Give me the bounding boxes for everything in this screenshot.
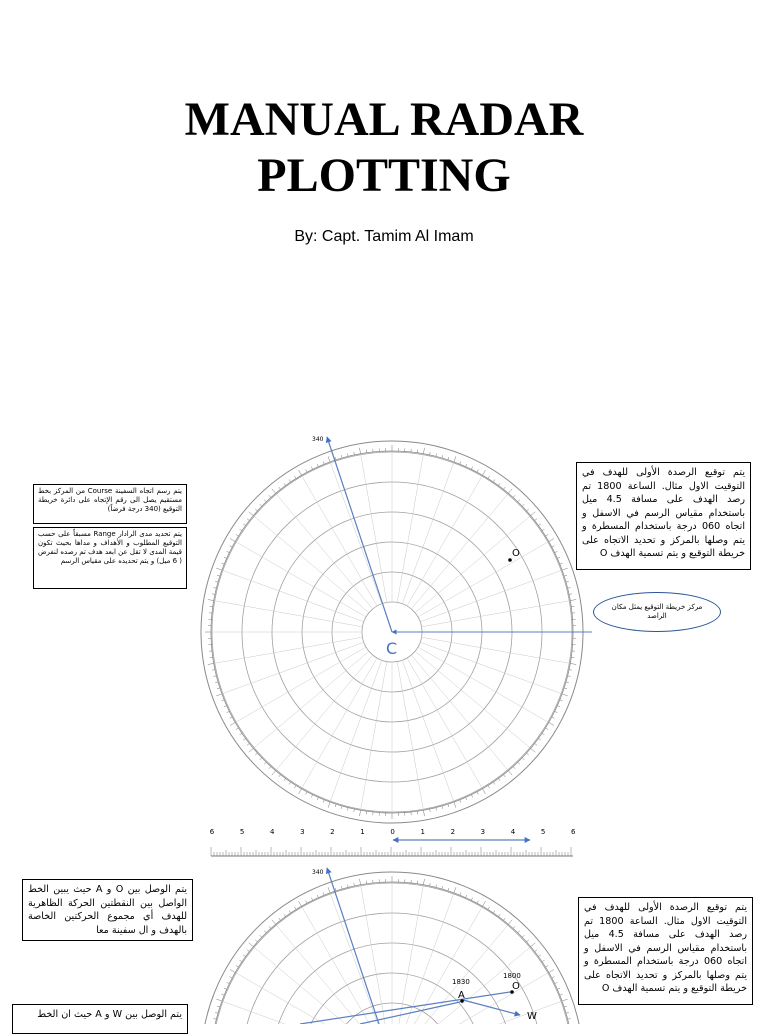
bearing-tick bbox=[230, 546, 233, 547]
bearing-tick bbox=[423, 810, 424, 816]
bearing-tick bbox=[255, 940, 257, 942]
bearing-tick bbox=[564, 688, 567, 689]
bearing-tick bbox=[299, 470, 302, 475]
bearing-tick bbox=[466, 895, 467, 898]
bearing-tick bbox=[460, 800, 461, 803]
bearing-tick bbox=[552, 717, 555, 718]
bearing-tick bbox=[513, 495, 515, 497]
scale-label: 6 bbox=[210, 828, 215, 836]
scale-labels bbox=[210, 828, 576, 836]
bearing-tick bbox=[317, 464, 318, 467]
bearing-tick bbox=[498, 483, 500, 485]
bearing-tick bbox=[212, 670, 215, 671]
bearing-spoke bbox=[330, 893, 382, 1024]
bearing-tick bbox=[460, 892, 461, 895]
note-course: يتم رسم اتجاه السفينة Course من المركز بخط مستقيم يصل الى رقم الإتجاه على دائرة خريطة التوقيع (340 درجة فرضاً) bbox=[33, 484, 187, 524]
bearing-tick bbox=[564, 1006, 567, 1007]
bearing-tick bbox=[430, 883, 431, 886]
bearing-tick bbox=[247, 950, 249, 952]
bearing-tick bbox=[236, 534, 239, 536]
bearing-tick bbox=[215, 581, 218, 582]
bearing-spoke bbox=[276, 924, 373, 1024]
bearing-tick bbox=[230, 723, 235, 726]
bearing-spoke bbox=[276, 493, 373, 609]
bearing-spoke bbox=[361, 662, 387, 811]
bearing-tick bbox=[269, 767, 271, 769]
bearing-tick bbox=[260, 758, 262, 760]
bearing-tick bbox=[354, 883, 355, 886]
bearing-spoke bbox=[361, 885, 387, 1024]
bearing-spoke bbox=[397, 454, 423, 603]
bearing-tick bbox=[243, 524, 245, 526]
bearing-tick bbox=[545, 534, 548, 536]
bearing-tick bbox=[566, 1012, 569, 1013]
bearing-tick bbox=[477, 792, 478, 795]
bearing-tick bbox=[566, 581, 569, 582]
bearing-spoke bbox=[415, 651, 531, 748]
bearing-tick bbox=[560, 700, 563, 701]
bearing-tick bbox=[522, 758, 524, 760]
bearing-tick bbox=[448, 457, 449, 460]
bearing-tick bbox=[249, 943, 254, 947]
bearing-tick bbox=[272, 489, 276, 494]
bearing-spoke bbox=[214, 637, 363, 663]
bearing-tick bbox=[562, 568, 568, 570]
bearing-tick bbox=[568, 1018, 571, 1019]
bearing-tick bbox=[488, 476, 490, 479]
bearing-tick bbox=[215, 1012, 218, 1013]
bearing-tick bbox=[299, 901, 302, 906]
title-line-2: PLOTTING bbox=[0, 148, 768, 204]
bearing-tick bbox=[341, 806, 342, 809]
bearing-tick bbox=[317, 797, 318, 800]
bearing-tick bbox=[568, 587, 571, 588]
time-o-label: 1800 bbox=[503, 972, 521, 980]
scale-ticks bbox=[211, 847, 571, 856]
bearing-tick bbox=[249, 748, 254, 752]
bearing-tick bbox=[430, 452, 431, 455]
bearing-tick bbox=[545, 965, 548, 967]
bearing-tick bbox=[508, 489, 512, 494]
scale-label: 3 bbox=[300, 828, 304, 836]
range-scale bbox=[210, 828, 576, 856]
bearing-tick bbox=[488, 785, 490, 788]
bearing-tick bbox=[264, 762, 266, 764]
course-line bbox=[327, 437, 392, 632]
bearing-tick bbox=[549, 539, 554, 542]
bearing-tick bbox=[347, 453, 348, 456]
bearing-tick bbox=[503, 918, 505, 920]
bearing-tick bbox=[466, 464, 467, 467]
bearing-tick bbox=[569, 670, 572, 671]
bearing-tick bbox=[269, 495, 271, 497]
bearing-tick bbox=[442, 806, 443, 809]
bearing-tick bbox=[360, 810, 361, 816]
bearing-tick bbox=[454, 802, 456, 808]
bearing-spoke bbox=[253, 516, 369, 613]
bearing-tick bbox=[527, 940, 529, 942]
bearing-tick bbox=[347, 808, 348, 811]
center-label: C bbox=[386, 639, 397, 658]
bearing-tick bbox=[323, 800, 324, 803]
bearing-tick bbox=[518, 762, 520, 764]
scale-label: 4 bbox=[511, 828, 516, 836]
bearing-tick bbox=[317, 895, 318, 898]
bearing-tick bbox=[503, 775, 505, 777]
bearing-tick bbox=[557, 988, 560, 989]
bearing-tick bbox=[483, 789, 486, 794]
bearing-tick bbox=[560, 563, 563, 564]
bearing-tick bbox=[531, 512, 536, 516]
scale-label: 5 bbox=[240, 828, 244, 836]
bearing-tick bbox=[212, 594, 215, 595]
bearing-tick bbox=[335, 888, 336, 891]
note-first-observation-2: يتم توقيع الرصدة الأولى للهدف في التوقيت الاول مثال. الساعة 1800 تم رصد الهدف على مسافة 4.5 ميل باستخدام مقياس الرسم في الاسفل و اتجاه 060 درجة باستخدام المسطرة و يتم وصلها بالمركز و تحديد الاتجاه على خريطة التوقيع و يتم تسمية الهدف O bbox=[578, 897, 753, 1005]
bearing-tick bbox=[513, 767, 515, 769]
bearing-tick bbox=[230, 977, 233, 978]
bearing-tick bbox=[208, 600, 214, 601]
bearing-tick bbox=[483, 470, 486, 475]
bearing-spoke bbox=[415, 516, 531, 613]
bearing-tick bbox=[216, 568, 222, 570]
bearing-tick bbox=[217, 1006, 220, 1007]
bearing-spoke bbox=[214, 601, 363, 627]
bearing-tick bbox=[542, 733, 544, 735]
bearing-tick bbox=[527, 753, 529, 755]
plotting-sheet-1 bbox=[201, 436, 592, 823]
bearing-tick bbox=[498, 914, 500, 916]
bearing-tick bbox=[311, 795, 312, 798]
bearing-tick bbox=[483, 901, 486, 906]
bearing-tick bbox=[208, 663, 214, 664]
bearing-tick bbox=[299, 789, 302, 794]
bearing-tick bbox=[549, 970, 554, 973]
bearing-tick bbox=[471, 795, 472, 798]
scale-label: 4 bbox=[270, 828, 275, 836]
bearing-tick bbox=[260, 504, 262, 506]
label-a: A bbox=[458, 990, 465, 1001]
bearing-tick bbox=[562, 999, 568, 1001]
bearing-tick bbox=[423, 448, 424, 454]
bearing-tick bbox=[249, 512, 254, 516]
bearing-tick bbox=[442, 455, 443, 458]
bearing-tick bbox=[555, 711, 558, 712]
note-w-line: يتم الوصل بين W و A حيث ان الخط bbox=[12, 1004, 188, 1034]
bearing-tick bbox=[538, 524, 540, 526]
scale-label: 2 bbox=[451, 828, 455, 836]
bearing-tick bbox=[230, 717, 233, 718]
bearing-tick bbox=[430, 809, 431, 812]
bearing-tick bbox=[562, 694, 568, 696]
bearing-tick bbox=[216, 999, 222, 1001]
bearing-tick bbox=[354, 809, 355, 812]
bearing-tick bbox=[555, 982, 558, 983]
bearing-tick bbox=[306, 901, 307, 904]
target-o-label: O bbox=[512, 548, 520, 559]
scale-label: 1 bbox=[360, 828, 364, 836]
bearing-tick bbox=[448, 888, 449, 891]
bearing-spoke bbox=[422, 637, 571, 663]
bearing-tick bbox=[323, 461, 324, 464]
bearing-tick bbox=[566, 682, 569, 683]
bearing-tick bbox=[568, 676, 571, 677]
bearing-tick bbox=[436, 808, 437, 811]
bearing-tick bbox=[488, 907, 490, 910]
bearing-tick bbox=[264, 931, 266, 933]
bearing-tick bbox=[564, 575, 567, 576]
bearing-tick bbox=[545, 728, 548, 730]
bearing-tick bbox=[272, 920, 276, 925]
bearing-tick bbox=[221, 700, 224, 701]
bearing-tick bbox=[247, 743, 249, 745]
bearing-tick bbox=[239, 960, 241, 962]
bearing-tick bbox=[477, 901, 478, 904]
bearing-tick bbox=[289, 782, 291, 784]
bearing-spoke bbox=[222, 1001, 364, 1024]
bearing-tick bbox=[448, 804, 449, 807]
bearing-tick bbox=[347, 884, 348, 887]
bearing-spoke bbox=[276, 655, 373, 771]
bearing-tick bbox=[555, 551, 558, 552]
bearing-tick bbox=[216, 694, 222, 696]
center-callout: مركز خريطة التوقيع يمثل مكان الراصد bbox=[593, 592, 721, 632]
bearing-tick bbox=[294, 907, 296, 910]
bearing-tick bbox=[518, 500, 520, 502]
bearing-tick bbox=[289, 479, 291, 481]
bearing-tick bbox=[306, 470, 307, 473]
bearing-tick bbox=[513, 926, 515, 928]
bearing-tick bbox=[542, 960, 544, 962]
bearing-spoke bbox=[253, 947, 369, 1024]
bearing-tick bbox=[498, 778, 500, 780]
plotting-sheet-2 bbox=[201, 868, 583, 1024]
byline: By: Capt. Tamim Al Imam bbox=[0, 228, 768, 246]
bearing-tick bbox=[493, 782, 495, 784]
bearing-tick bbox=[531, 943, 536, 947]
bearing-tick bbox=[239, 529, 241, 531]
bearing-tick bbox=[527, 509, 529, 511]
bearing-tick bbox=[522, 504, 524, 506]
time-a-label: 1830 bbox=[452, 978, 470, 986]
bearing-tick bbox=[454, 887, 456, 893]
bearing-tick bbox=[227, 711, 230, 712]
bearing-tick bbox=[269, 926, 271, 928]
bearing-tick bbox=[224, 557, 227, 558]
note-range: يتم تحديد مدى الرادار Range مسبقاً على حسب التوقيع المطلوب و الأهداف و مداها بحيث تكون قيمة المدى لا تقل عن ابعد هدف تم رصده لنفرض ( 6 ميل) و يتم تحديده على مقياس الرسم bbox=[33, 527, 187, 589]
bearing-tick bbox=[535, 519, 537, 521]
bearing-tick bbox=[215, 682, 218, 683]
bearing-tick bbox=[279, 918, 281, 920]
bearing-tick bbox=[522, 935, 524, 937]
bearing-tick bbox=[217, 575, 220, 576]
note-relative-motion: يتم الوصل بين O و A حيث يبين الخط الواصل بين النقطتين الحركة الظاهرية للهدف أي مجموع الحركتين الخاصة بالهدف و ال سفينة معا bbox=[22, 879, 193, 941]
bearing-tick bbox=[284, 483, 286, 485]
bearing-tick bbox=[311, 898, 312, 901]
bearing-tick bbox=[552, 977, 555, 978]
bearing-tick bbox=[236, 728, 239, 730]
bearing-tick bbox=[557, 706, 560, 707]
bearing-spoke bbox=[397, 885, 423, 1024]
bearing-tick bbox=[224, 706, 227, 707]
bearing-spoke bbox=[422, 601, 571, 627]
bearing-tick bbox=[531, 748, 536, 752]
scale-label: 3 bbox=[481, 828, 485, 836]
bearing-spoke bbox=[302, 906, 378, 1024]
bearing-tick bbox=[311, 467, 312, 470]
bearing-tick bbox=[354, 452, 355, 455]
bearing-tick bbox=[213, 587, 216, 588]
bearing-tick bbox=[213, 1018, 216, 1019]
bearing-tick bbox=[335, 457, 336, 460]
bearing-tick bbox=[341, 455, 342, 458]
bearing-tick bbox=[423, 879, 424, 885]
bearing-tick bbox=[255, 509, 257, 511]
bearing-tick bbox=[227, 551, 230, 552]
bearing-spoke bbox=[411, 655, 508, 771]
bearing-tick bbox=[360, 879, 361, 885]
bearing-tick bbox=[460, 461, 461, 464]
heading-label: 340 bbox=[312, 436, 324, 443]
bearing-tick bbox=[335, 804, 336, 807]
bearing-tick bbox=[570, 663, 576, 664]
bearing-tick bbox=[569, 594, 572, 595]
bearing-tick bbox=[213, 676, 216, 677]
plot-grid bbox=[211, 882, 573, 1024]
bearing-tick bbox=[239, 733, 241, 735]
bearing-spoke bbox=[235, 973, 366, 1025]
bearing-spoke bbox=[397, 662, 423, 811]
bearing-tick bbox=[552, 546, 555, 547]
bearing-tick bbox=[341, 886, 342, 889]
bearing-tick bbox=[436, 884, 437, 887]
title-line-1: MANUAL RADAR bbox=[0, 92, 768, 148]
bearing-tick bbox=[503, 487, 505, 489]
bearing-tick bbox=[284, 778, 286, 780]
bearing-tick bbox=[328, 887, 330, 893]
bearing-tick bbox=[230, 539, 235, 542]
bearing-tick bbox=[436, 453, 437, 456]
bearing-tick bbox=[538, 738, 540, 740]
bearing-tick bbox=[442, 886, 443, 889]
bearing-tick bbox=[224, 988, 227, 989]
scale-label: 5 bbox=[541, 828, 545, 836]
bearing-tick bbox=[328, 802, 330, 808]
bearing-tick bbox=[294, 785, 296, 788]
scale-label: 6 bbox=[571, 828, 576, 836]
bearing-spoke bbox=[420, 1001, 562, 1024]
bearing-tick bbox=[471, 467, 472, 470]
bearing-tick bbox=[247, 519, 249, 521]
bearing-tick bbox=[230, 970, 235, 973]
bearing-tick bbox=[328, 456, 330, 462]
bearing-tick bbox=[243, 955, 245, 957]
bearing-tick bbox=[493, 479, 495, 481]
bearing-tick bbox=[560, 994, 563, 995]
bearing-tick bbox=[221, 994, 224, 995]
bearing-tick bbox=[294, 476, 296, 479]
bearing-tick bbox=[279, 487, 281, 489]
bearing-tick bbox=[279, 775, 281, 777]
bearing-tick bbox=[570, 600, 576, 601]
bearing-tick bbox=[323, 892, 324, 895]
bearing-tick bbox=[535, 743, 537, 745]
bearing-tick bbox=[535, 950, 537, 952]
label-o: O bbox=[512, 981, 520, 992]
bearing-tick bbox=[557, 557, 560, 558]
bearing-tick bbox=[549, 723, 554, 726]
bearing-tick bbox=[221, 563, 224, 564]
label-w: W bbox=[527, 1011, 537, 1022]
bearing-tick bbox=[508, 920, 512, 925]
bearing-tick bbox=[227, 982, 230, 983]
bearing-tick bbox=[255, 753, 257, 755]
bearing-tick bbox=[236, 965, 239, 967]
bearing-tick bbox=[217, 688, 220, 689]
bearing-spoke bbox=[253, 651, 369, 748]
bearing-tick bbox=[264, 500, 266, 502]
bearing-tick bbox=[272, 771, 276, 776]
bearing-tick bbox=[466, 797, 467, 800]
bearing-tick bbox=[518, 931, 520, 933]
scale-label: 0 bbox=[390, 828, 394, 836]
bearing-spoke bbox=[361, 454, 387, 603]
w-line bbox=[463, 1000, 520, 1015]
scale-label: 1 bbox=[420, 828, 424, 836]
bearing-tick bbox=[454, 456, 456, 462]
bearing-spoke bbox=[411, 493, 508, 609]
bearing-tick bbox=[542, 529, 544, 531]
bearing-tick bbox=[471, 898, 472, 901]
bearing-tick bbox=[493, 910, 495, 912]
bearing-tick bbox=[289, 910, 291, 912]
bearing-tick bbox=[360, 448, 361, 454]
bearing-tick bbox=[306, 792, 307, 795]
bearing-tick bbox=[243, 738, 245, 740]
note-first-observation: يتم توقيع الرصدة الأولى للهدف في التوقيت الاول مثال. الساعة 1800 تم رصد الهدف على مسافة 4.5 ميل باستخدام مقياس الرسم في الاسفل و اتجاه 060 درجة باستخدام المسطرة و يتم وصلها بالمركز و تحديد الاتجاه على خريطة التوقيع و يتم تسمية الهدف O bbox=[576, 462, 751, 570]
scale-label: 2 bbox=[330, 828, 334, 836]
bearing-tick bbox=[538, 955, 540, 957]
heading-label: 340 bbox=[312, 869, 324, 876]
bearing-tick bbox=[477, 470, 478, 473]
bearing-tick bbox=[260, 935, 262, 937]
bearing-tick bbox=[284, 914, 286, 916]
bearing-tick bbox=[508, 771, 512, 776]
